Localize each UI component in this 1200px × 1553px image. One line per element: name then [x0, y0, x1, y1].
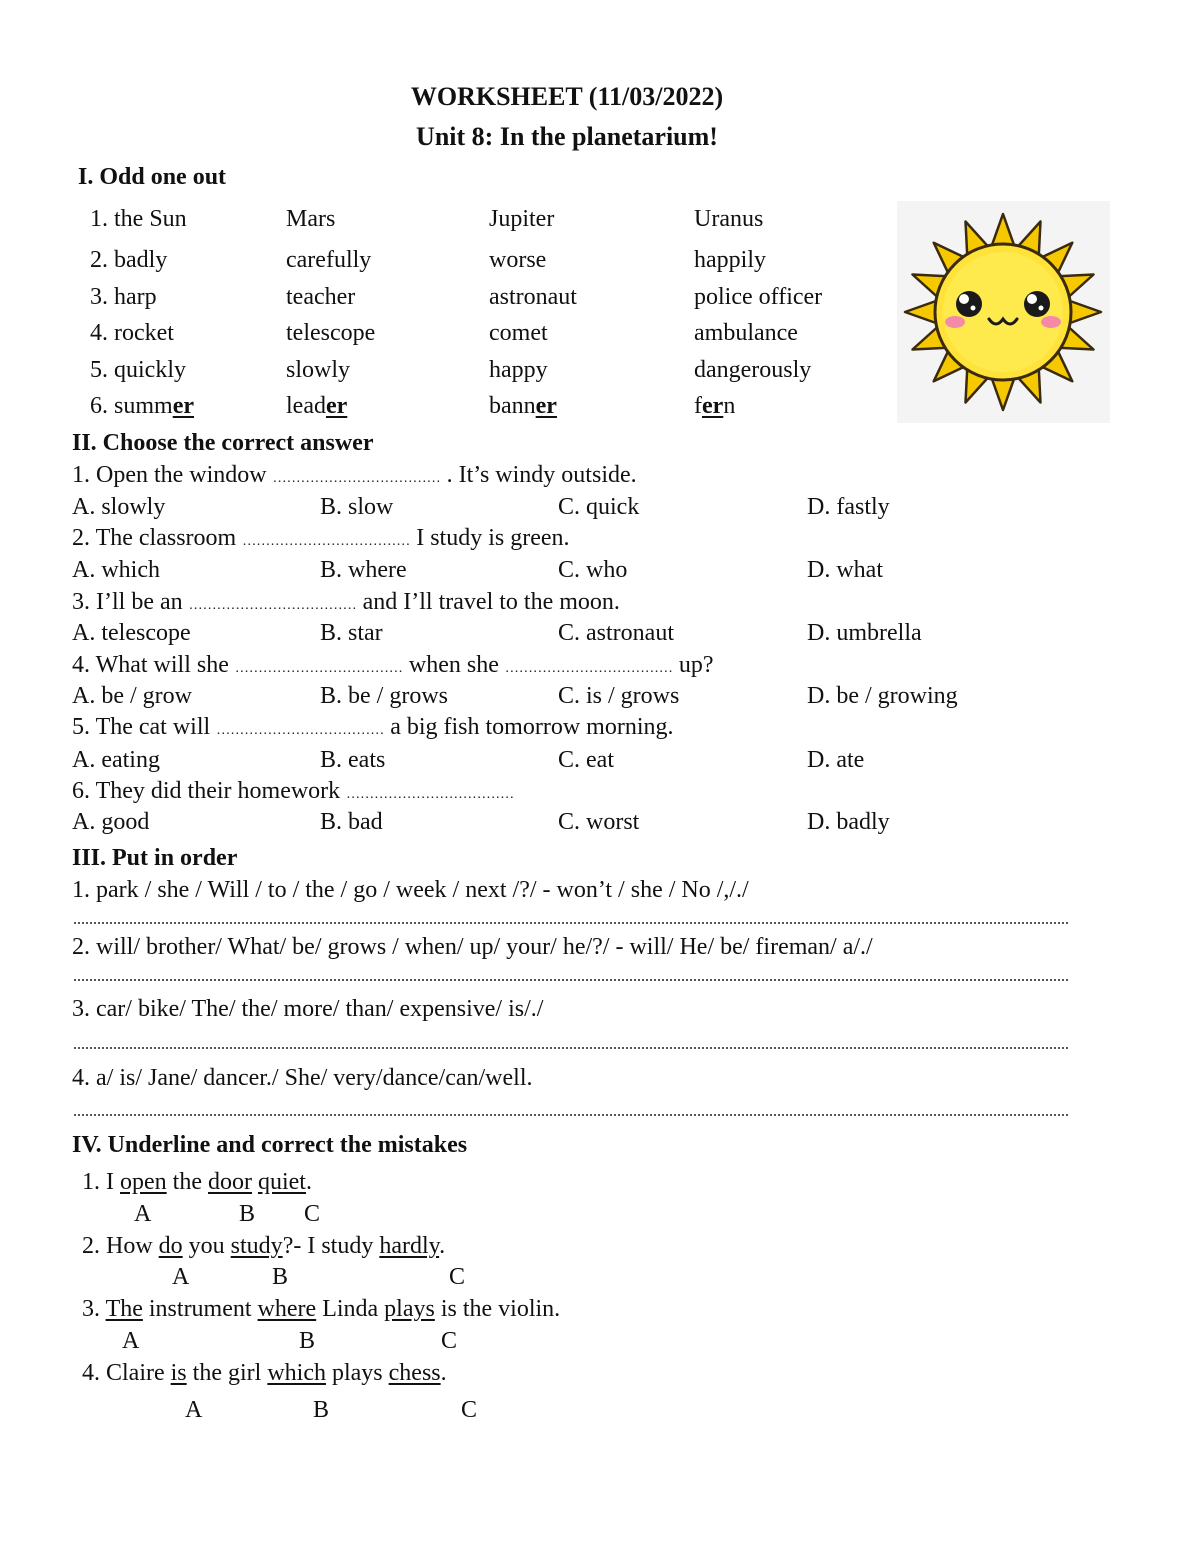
underlined-word: open: [120, 1169, 167, 1195]
underlined-letters: er: [702, 393, 724, 419]
order-item-4: 4. a/ is/ Jane/ dancer./ She/ very/dance/can/well.: [72, 1065, 533, 1091]
mistake-3-letter-c: C: [441, 1328, 458, 1354]
option-2a: A. which: [72, 557, 160, 583]
underlined-word: do: [158, 1233, 183, 1259]
answer-blank: ………………………………: [188, 598, 357, 613]
order-item-3: 3. car/ bike/ The/ the/ more/ than/ expensive/ is/./: [72, 996, 544, 1022]
answer-blank: ………………………………: [272, 471, 441, 486]
option-3d: D. umbrella: [807, 620, 922, 646]
question-text: 2. The classroom: [72, 525, 243, 551]
answer-line-2: [74, 979, 1068, 981]
mistake-1-letter-b: B: [239, 1201, 256, 1227]
odd-row-2-col-3: worse: [489, 247, 547, 273]
sentence-text: plays: [325, 1360, 389, 1386]
mistake-sentence-4: [82, 1358, 447, 1388]
option-1c: C. quick: [558, 494, 640, 520]
question-text: and I’ll travel to the moon.: [356, 589, 620, 615]
odd-row-6-col-1: [90, 391, 194, 421]
option-3c: C. astronaut: [558, 620, 674, 646]
mistake-sentence-3: [82, 1294, 560, 1324]
question-1: [72, 460, 637, 494]
underlined-word: study: [230, 1233, 283, 1259]
odd-row-6-col-4: [694, 391, 735, 421]
option-1b: B. slow: [320, 494, 394, 520]
question-text: 4. What will she: [72, 652, 235, 678]
underlined-word: door: [207, 1169, 252, 1195]
mistake-3-letter-a: A: [122, 1328, 140, 1354]
mistake-2-letter-c: C: [449, 1264, 466, 1290]
sentence-text: is the violin.: [434, 1296, 561, 1322]
answer-blank: ………………………………: [346, 787, 515, 802]
underlined-letters: er: [172, 393, 194, 419]
sentence-text: ?- I study: [282, 1233, 380, 1259]
odd-row-1-col-4: Uranus: [694, 206, 764, 232]
option-4b: B. be / grows: [320, 683, 448, 709]
odd-row-1-col-1: 1. the Sun: [90, 206, 187, 232]
sentence-text: Linda: [316, 1296, 385, 1322]
question-text: up?: [672, 652, 714, 678]
mistake-sentence-1: [82, 1167, 312, 1197]
answer-line-4: [74, 1114, 1068, 1116]
sentence-text: 2. How: [82, 1233, 159, 1259]
odd-row-2-col-4: happily: [694, 247, 766, 273]
section-heading-put-in-order: III. Put in order: [72, 845, 238, 871]
answer-line-1: [74, 922, 1068, 924]
word-part: bann: [489, 393, 536, 419]
option-5b: B. eats: [320, 747, 386, 773]
option-6b: B. bad: [320, 809, 383, 835]
odd-row-3-col-1: 3. harp: [90, 284, 157, 310]
option-5d: D. ate: [807, 747, 865, 773]
question-2: [72, 523, 570, 557]
question-text: . It’s windy outside.: [440, 462, 637, 488]
odd-row-4-col-4: ambulance: [694, 320, 798, 346]
odd-row-3-col-2: teacher: [286, 284, 356, 310]
option-2c: C. who: [558, 557, 628, 583]
section-heading-odd-one-out: I. Odd one out: [78, 164, 227, 190]
question-text: a big fish tomorrow morning.: [384, 714, 674, 740]
smiling-sun-icon: [897, 201, 1110, 423]
sentence-text: 3.: [82, 1296, 106, 1322]
section-heading-choose-answer: II. Choose the correct answer: [72, 430, 374, 456]
odd-row-5-col-1: 5. quickly: [90, 357, 186, 383]
option-3a: A. telescope: [72, 620, 191, 646]
question-6: [72, 776, 514, 810]
underlined-word: plays: [384, 1296, 435, 1322]
sentence-text: the: [166, 1169, 208, 1195]
option-1a: A. slowly: [72, 494, 166, 520]
question-text: I study is green.: [410, 525, 570, 551]
odd-row-4-col-3: comet: [489, 320, 548, 346]
underlined-word: quiet: [257, 1169, 306, 1195]
sentence-text: 4. Claire: [82, 1360, 171, 1386]
sentence-text: .: [439, 1233, 446, 1259]
question-text: 1. Open the window: [72, 462, 273, 488]
mistake-4-letter-b: B: [313, 1397, 330, 1423]
odd-row-4-col-2: telescope: [286, 320, 376, 346]
word-part: n: [723, 393, 736, 419]
underlined-letters: er: [535, 393, 557, 419]
mistake-2-letter-b: B: [272, 1264, 289, 1290]
question-5: [72, 712, 674, 746]
option-6d: D. badly: [807, 809, 890, 835]
odd-row-3-col-4: police officer: [694, 284, 823, 310]
underlined-word: is: [170, 1360, 187, 1386]
underlined-letters: er: [325, 393, 348, 419]
odd-row-1-col-3: Jupiter: [489, 206, 555, 232]
odd-row-3-col-3: astronaut: [489, 284, 577, 310]
mistake-4-letter-c: C: [461, 1397, 478, 1423]
mistake-4-letter-a: A: [185, 1397, 203, 1423]
odd-row-5-col-4: dangerously: [694, 357, 812, 383]
option-2b: B. where: [320, 557, 407, 583]
mistake-3-letter-b: B: [299, 1328, 316, 1354]
question-text: 3. I’ll be an: [72, 589, 189, 615]
odd-row-5-col-2: slowly: [286, 357, 351, 383]
answer-blank: ………………………………: [504, 661, 673, 676]
question-text: 6. They did their homework: [72, 778, 347, 804]
section-heading-correct-mistakes: IV. Underline and correct the mistakes: [72, 1132, 468, 1158]
option-5a: A. eating: [72, 747, 160, 773]
option-1d: D. fastly: [807, 494, 890, 520]
option-3b: B. star: [320, 620, 383, 646]
sentence-text: you: [182, 1233, 231, 1259]
mistake-sentence-2: [82, 1231, 445, 1261]
question-4: [72, 650, 714, 684]
mistake-1-letter-c: C: [304, 1201, 321, 1227]
odd-row-1-col-2: Mars: [286, 206, 336, 232]
underlined-word: chess: [388, 1360, 441, 1386]
word-part: 6. summ: [90, 393, 173, 419]
odd-row-2-col-1: 2. badly: [90, 247, 168, 273]
odd-row-4-col-1: 4. rocket: [90, 320, 174, 346]
option-6a: A. good: [72, 809, 150, 835]
mistake-2-letter-a: A: [172, 1264, 190, 1290]
option-4a: A. be / grow: [72, 683, 192, 709]
odd-row-6-col-2: [286, 391, 347, 421]
sentence-text: 1. I: [82, 1169, 120, 1195]
word-part: lead: [286, 393, 326, 419]
sentence-text: .: [440, 1360, 447, 1386]
underlined-word: hardly: [379, 1233, 440, 1259]
answer-blank: ………………………………: [216, 723, 385, 738]
sentence-text: the girl: [186, 1360, 268, 1386]
answer-line-3: [74, 1047, 1068, 1049]
sentence-text: .: [305, 1169, 312, 1195]
word-part: f: [694, 393, 702, 419]
option-4c: C. is / grows: [558, 683, 680, 709]
option-6c: C. worst: [558, 809, 640, 835]
odd-row-6-col-3: [489, 391, 557, 421]
odd-row-5-col-3: happy: [489, 357, 548, 383]
underlined-word: where: [257, 1296, 317, 1322]
question-text: 5. The cat will: [72, 714, 217, 740]
order-item-1: 1. park / she / Will / to / the / go / week / next /?/ - won’t / she / No /,/./: [72, 877, 749, 903]
page-subtitle: Unit 8: In the planetarium!: [416, 122, 718, 151]
sentence-text: instrument: [142, 1296, 258, 1322]
option-2d: D. what: [807, 557, 883, 583]
answer-blank: ………………………………: [242, 534, 411, 549]
question-3: [72, 587, 620, 621]
underlined-word: The: [105, 1296, 143, 1322]
option-5c: C. eat: [558, 747, 614, 773]
order-item-2: 2. will/ brother/ What/ be/ grows / when/ up/ your/ he/?/ - will/ He/ be/ fireman/ a/./: [72, 934, 873, 960]
answer-blank: ………………………………: [234, 661, 403, 676]
mistake-1-letter-a: A: [134, 1201, 152, 1227]
question-text: when she: [402, 652, 505, 678]
underlined-word: which: [267, 1360, 326, 1386]
option-4d: D. be / growing: [807, 683, 958, 709]
page-title: WORKSHEET (11/03/2022): [410, 82, 724, 111]
odd-row-2-col-2: carefully: [286, 247, 372, 273]
